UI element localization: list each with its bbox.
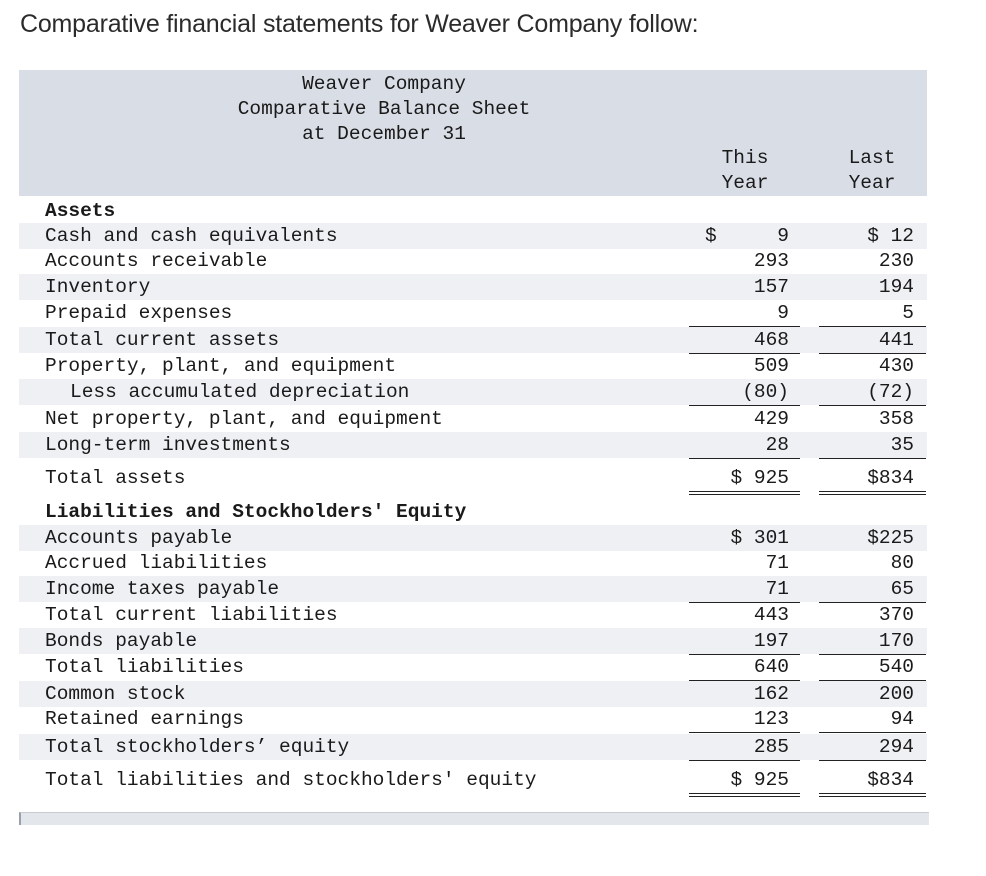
table-row-prepaid-expenses: [19, 300, 927, 326]
last-year-amount: 540: [878, 656, 914, 678]
table-row-accounts-payable: [19, 525, 927, 551]
last-year-amount: 94: [890, 708, 914, 730]
last-year-value: [819, 681, 926, 707]
dollar-sign: $: [705, 225, 717, 247]
row-label: Long-term investments: [45, 434, 291, 456]
table-row-bonds-payable: [19, 628, 927, 654]
last-year-value: [819, 327, 926, 354]
statement-name: Comparative Balance Sheet: [237, 98, 531, 120]
row-label: Total liabilities: [45, 656, 244, 678]
table-row-total-liabilities-and-stockholders-equity: [19, 767, 927, 793]
row-label: Total current liabilities: [45, 604, 338, 626]
table-row-income-taxes-payable: [19, 576, 927, 602]
last-year-amount: 170: [878, 630, 914, 652]
row-label: Total assets: [45, 467, 186, 489]
this-year-value: [689, 681, 800, 707]
this-year-amount: 71: [765, 578, 789, 600]
row-label: Inventory: [45, 276, 151, 298]
this-year-value: [689, 734, 800, 761]
this-year-amount: 71: [765, 552, 789, 574]
this-year-amount: 9: [777, 225, 789, 247]
table-row-less-accumulated-depreciation: [19, 379, 927, 405]
table-row-property-plant-and-equipment: [19, 353, 927, 379]
last-year-value: [819, 628, 926, 655]
last-year-value: [819, 379, 926, 406]
last-year-amount: $ 12: [867, 225, 914, 247]
this-year-amount: 293: [753, 250, 789, 272]
last-year-value: [819, 576, 926, 603]
last-year-value: [819, 248, 926, 274]
last-year-amount: 35: [890, 434, 914, 456]
this-year-value: [689, 767, 800, 797]
this-year-value: [689, 274, 800, 300]
this-year-value: [689, 432, 800, 459]
last-year-amount: 370: [878, 604, 914, 626]
last-year-value: [819, 734, 926, 761]
last-year-amount: 358: [878, 408, 914, 430]
row-label: Net property, plant, and equipment: [45, 408, 443, 430]
last-year-value: [819, 706, 926, 733]
row-label: Accounts receivable: [45, 250, 268, 272]
this-year-value: [689, 379, 800, 406]
row-label: Total current assets: [45, 329, 280, 351]
last-year-value: [819, 274, 926, 300]
this-year-amount: $ 301: [730, 527, 789, 549]
table-row-total-liabilities: [19, 654, 927, 680]
row-label: Accrued liabilities: [45, 552, 268, 574]
last-year-value: [819, 432, 926, 459]
last-year-amount: 200: [878, 683, 914, 705]
this-year-value: [689, 223, 800, 249]
balance-sheet-table: [19, 70, 927, 800]
this-year-amount: 157: [753, 276, 789, 298]
this-year-value: [689, 353, 800, 379]
last-year-amount: $834: [867, 467, 914, 489]
table-header: [19, 70, 927, 196]
row-label: Assets: [45, 200, 116, 222]
this-year-value: [689, 327, 800, 354]
this-year-value: [689, 576, 800, 603]
table-row-retained-earnings: [19, 706, 927, 732]
column-header-last-year: Last Year: [848, 147, 896, 194]
row-label: Less accumulated depreciation: [70, 381, 410, 403]
this-year-amount: 285: [753, 736, 789, 758]
this-year-amount: 28: [765, 434, 789, 456]
row-label: Liabilities and Stockholders' Equity: [45, 501, 467, 523]
this-year-value: [689, 602, 800, 629]
intro-text: Comparative financial statements for Weaver Company follow:: [20, 10, 699, 38]
last-year-amount: 80: [890, 552, 914, 574]
this-year-value: [689, 628, 800, 655]
last-year-value: [819, 550, 926, 576]
last-year-value: [819, 465, 926, 495]
last-year-value: [819, 223, 926, 249]
last-year-value: [819, 767, 926, 797]
this-year-value: [689, 654, 800, 681]
table-row-long-term-investments: [19, 432, 927, 458]
table-row-total-assets: [19, 465, 927, 491]
this-year-amount: 9: [777, 302, 789, 324]
table-footer-bar: [19, 812, 929, 825]
row-label: Prepaid expenses: [45, 302, 233, 324]
this-year-amount: $ 925: [730, 769, 789, 791]
row-label: Cash and cash equivalents: [45, 225, 338, 247]
last-year-amount: 294: [878, 736, 914, 758]
this-year-amount: $ 925: [730, 467, 789, 489]
this-year-value: [689, 248, 800, 274]
last-year-value: [819, 654, 926, 681]
row-label: Property, plant, and equipment: [45, 355, 397, 377]
row-label: Accounts payable: [45, 527, 233, 549]
row-label: Total stockholders’ equity: [45, 736, 350, 758]
last-year-amount: 230: [878, 250, 914, 272]
last-year-value: [819, 525, 926, 551]
last-year-value: [819, 300, 926, 327]
last-year-amount: $225: [867, 527, 914, 549]
table-row-common-stock: [19, 681, 927, 707]
this-year-amount: 443: [753, 604, 789, 626]
this-year-amount: 197: [753, 630, 789, 652]
this-year-amount: 162: [753, 683, 789, 705]
this-year-amount: 509: [753, 355, 789, 377]
company-name: Weaver Company: [302, 73, 466, 95]
this-year-amount: 429: [753, 408, 789, 430]
table-row-inventory: [19, 274, 927, 300]
table-row-accounts-receivable: [19, 248, 927, 274]
this-year-amount: 468: [753, 329, 789, 351]
table-row-total-current-liabilities: [19, 602, 927, 628]
table-row-accrued-liabilities: [19, 550, 927, 576]
this-year-amount: 640: [753, 656, 789, 678]
last-year-value: [819, 353, 926, 379]
last-year-value: [819, 406, 926, 433]
this-year-value: [689, 525, 800, 551]
last-year-amount: (72): [867, 381, 914, 403]
column-header-this-year: This Year: [721, 147, 769, 194]
last-year-amount: 5: [902, 302, 914, 324]
this-year-value: [689, 550, 800, 576]
row-label: Income taxes payable: [45, 578, 280, 600]
last-year-amount: $834: [867, 769, 914, 791]
row-label: Retained earnings: [45, 708, 244, 730]
last-year-amount: 65: [890, 578, 914, 600]
table-row-net-property-plant-and-equipment: [19, 406, 927, 432]
table-row-total-current-assets: [19, 327, 927, 353]
last-year-amount: 441: [878, 329, 914, 351]
this-year-value: [689, 406, 800, 433]
statement-date: at December 31: [302, 123, 466, 145]
table-row-assets: [19, 198, 927, 224]
last-year-amount: 194: [878, 276, 914, 298]
row-label: Total liabilities and stockholders' equity: [45, 769, 537, 791]
table-row-cash-and-cash-equivalents: [19, 223, 927, 249]
this-year-value: [689, 465, 800, 495]
row-label: Common stock: [45, 683, 186, 705]
last-year-amount: 430: [878, 355, 914, 377]
this-year-value: [689, 706, 800, 733]
this-year-amount: (80): [742, 381, 789, 403]
table-row-total-stockholders-equity: [19, 734, 927, 760]
this-year-amount: 123: [753, 708, 789, 730]
table-row-liabilities-and-stockholders-equity: [19, 499, 927, 525]
last-year-value: [819, 602, 926, 629]
row-label: Bonds payable: [45, 630, 198, 652]
statement-title: [219, 72, 549, 147]
this-year-value: [689, 300, 800, 327]
